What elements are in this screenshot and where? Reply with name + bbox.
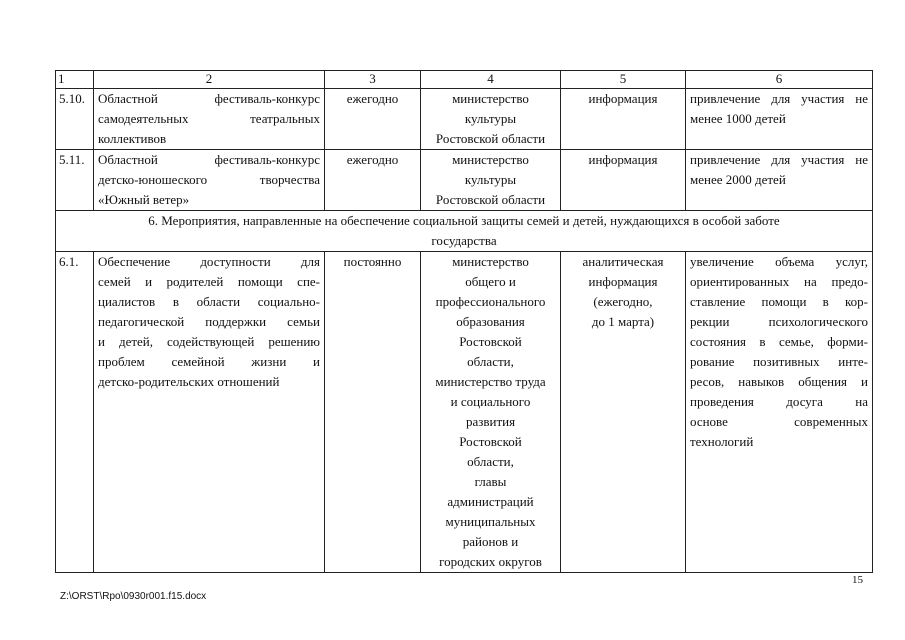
text-line: менее 1000 детей (690, 111, 786, 126)
section-heading-row (56, 211, 873, 252)
page-number: 15 (852, 574, 863, 586)
table-row (56, 150, 873, 211)
table-row (56, 252, 873, 573)
text-line: привлечение для участия не (690, 152, 868, 167)
text-line: привлечение для участия не (690, 91, 868, 106)
text-line: администраций (447, 494, 534, 509)
text-line: области, (467, 354, 514, 369)
column-number-row (56, 71, 873, 89)
text-line: семей и родителей помощи спе- (98, 274, 320, 289)
text-line: проблем семейной жизни и (98, 354, 320, 369)
text-line: Ростовской области (435, 131, 546, 146)
text-line: самодеятельных театральных (98, 111, 320, 126)
text-line: районов и (462, 534, 519, 549)
text-line: коллективов (98, 131, 167, 146)
row-number: 6.1. (56, 252, 94, 573)
report-form: информация (561, 150, 686, 211)
expected-result (686, 150, 873, 211)
text-line: проведения досуга на (690, 394, 868, 409)
text-line: основе современных (690, 414, 868, 429)
text-line: и детей, содействующей решению (98, 334, 320, 349)
text-line: культуры (464, 111, 517, 126)
text-line: Обеспечение доступности для (98, 254, 320, 269)
text-line: педагогической поддержки семьи (98, 314, 320, 329)
text-line: рекции психологического (690, 314, 868, 329)
responsible (421, 89, 561, 150)
period: ежегодно (325, 89, 421, 150)
expected-result (686, 252, 873, 573)
text-line: и социального (450, 394, 531, 409)
text-line: ставление помощи в кор- (690, 294, 868, 309)
measure-description (94, 89, 325, 150)
text-line: детско-родительских отношений (98, 374, 280, 389)
text-line: образования (456, 314, 525, 329)
period: постоянно (325, 252, 421, 573)
text-line: общего и (465, 274, 516, 289)
col-header-4: 4 (421, 71, 561, 89)
col-header-6: 6 (686, 71, 873, 89)
responsible (421, 150, 561, 211)
text-line: главы (474, 474, 507, 489)
measure-description (94, 252, 325, 573)
measures-table (55, 70, 873, 573)
expected-result (686, 89, 873, 150)
period: ежегодно (325, 150, 421, 211)
text-line: развития (465, 414, 516, 429)
text-line: «Южный ветер» (98, 192, 190, 207)
col-header-5: 5 (561, 71, 686, 89)
text-line: Ростовской (459, 334, 522, 349)
text-line: менее 2000 детей (690, 172, 786, 187)
text-line: министерство (452, 254, 529, 269)
section-heading (56, 211, 873, 252)
report-form (561, 252, 686, 573)
text-line: области, (467, 454, 514, 469)
text-line: министерство (452, 152, 529, 167)
responsible (421, 252, 561, 573)
text-line: информация (588, 274, 658, 289)
col-header-2: 2 (94, 71, 325, 89)
text-line: ресов, навыков общения и (690, 374, 868, 389)
text-line: Областной фестиваль-конкурс (98, 152, 320, 167)
row-number: 5.10. (56, 89, 94, 150)
section-heading-line: государства (431, 233, 497, 248)
text-line: министерство (452, 91, 529, 106)
text-line: увеличение объема услуг, (690, 254, 868, 269)
row-number: 5.11. (56, 150, 94, 211)
table-row (56, 89, 873, 150)
text-line: аналитическая (582, 254, 664, 269)
text-line: культуры (464, 172, 517, 187)
text-line: министерство труда (435, 374, 546, 389)
text-line: циалистов в области социально- (98, 294, 320, 309)
text-line: состояния в семье, форми- (690, 334, 868, 349)
col-header-1: 1 (56, 71, 94, 89)
text-line: ориентированных на предо- (690, 274, 868, 289)
text-line: муниципальных (445, 514, 536, 529)
measure-description (94, 150, 325, 211)
file-path-footer: Z:\ORST\Rpo\0930r001.f15.docx (60, 591, 207, 602)
text-line: городских округов (439, 554, 542, 569)
text-line: рование позитивных инте- (690, 354, 868, 369)
text-line: технологий (690, 434, 754, 449)
text-line: Областной фестиваль-конкурс (98, 91, 320, 106)
text-line: Ростовской (459, 434, 522, 449)
section-heading-line: 6. Мероприятия, направленные на обеспечение социальной защиты семей и детей, нуждающихся в особой заботе (148, 213, 780, 228)
text-line: (ежегодно, (593, 294, 653, 309)
text-line: профессионального (435, 294, 546, 309)
text-line: Ростовской области (435, 192, 546, 207)
col-header-3: 3 (325, 71, 421, 89)
report-form: информация (561, 89, 686, 150)
text-line: до 1 марта) (591, 314, 655, 329)
text-line: детско-юношеского творчества (98, 172, 320, 187)
